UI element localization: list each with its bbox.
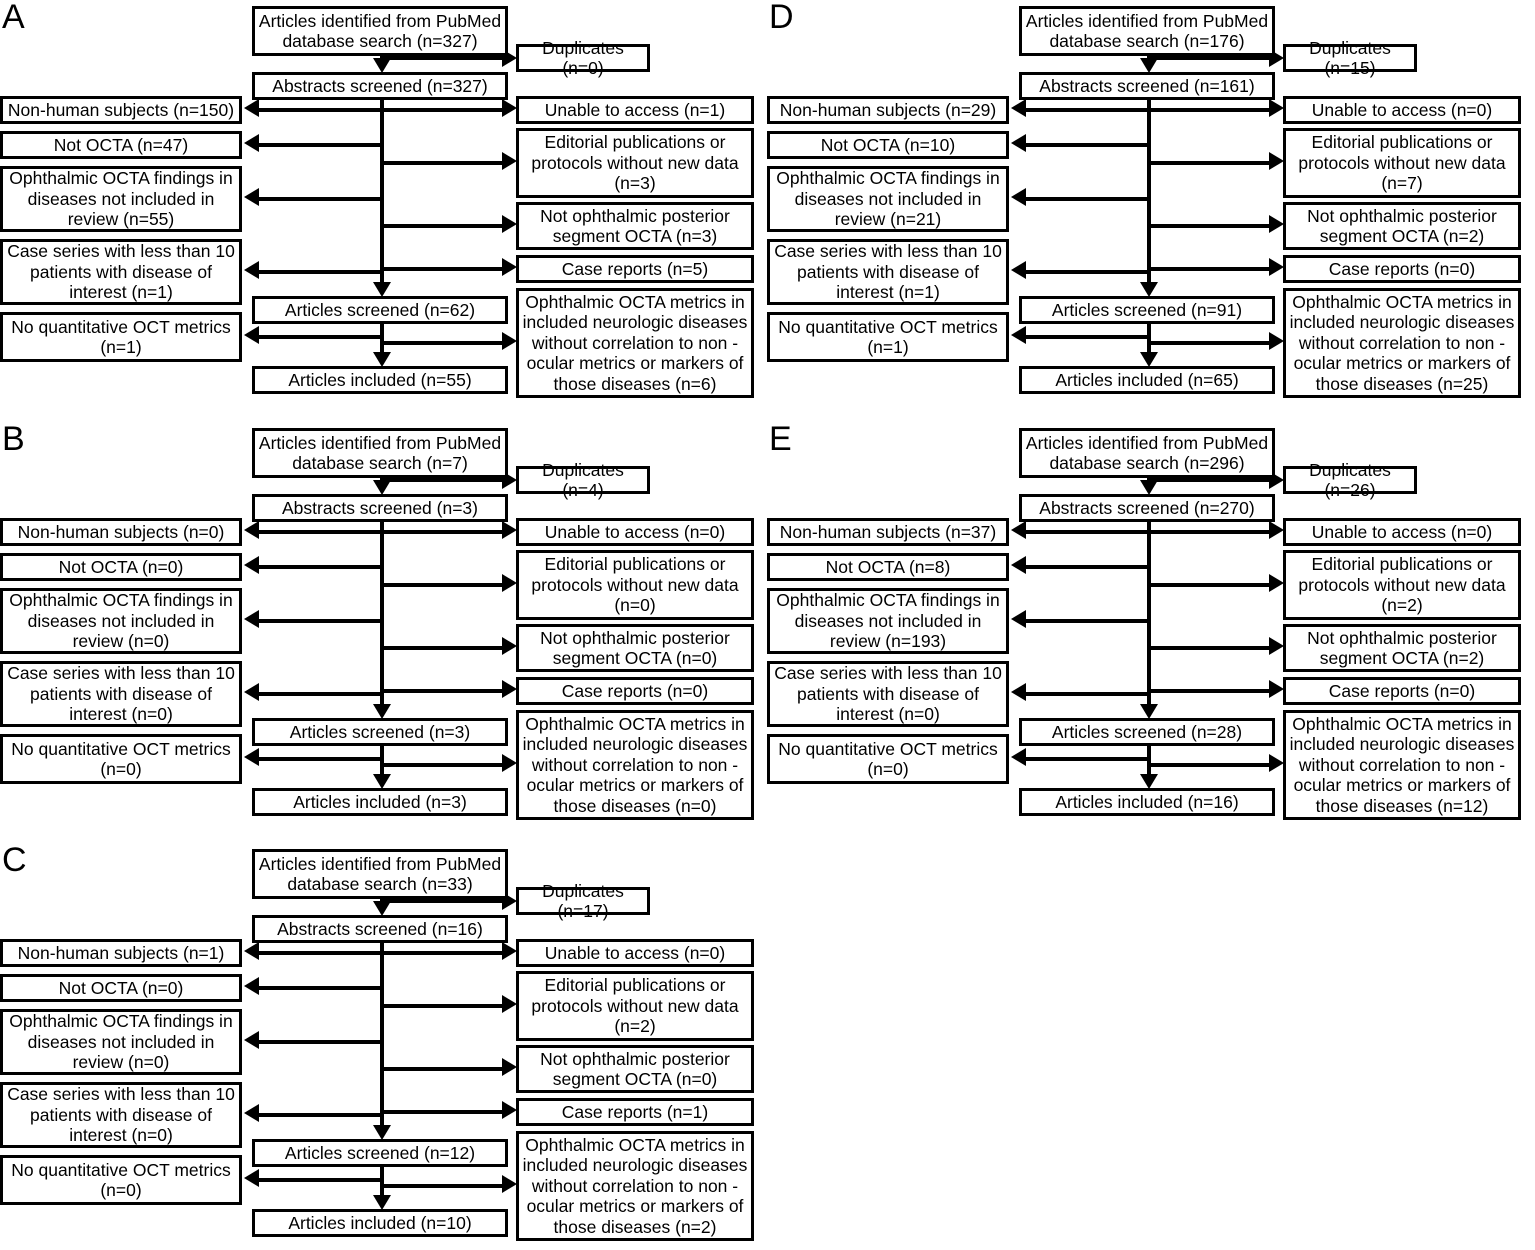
flow-box-not-octa [767,131,1009,159]
arrowhead-exclusion-right-0 [1269,521,1284,539]
flow-box-non-human [0,96,242,124]
flow-box-label: Ophthalmic OCTA findings in diseases not included in review (n=55) [9,168,233,230]
flow-box-label: Not ophthalmic posterior segment OCTA (n=0) [540,627,730,668]
connector-exclusion-left-4 [258,757,380,761]
connector-exclusion-left-2 [1025,619,1147,623]
arrowhead-exclusion-left-3 [1011,261,1026,279]
flow-box-octa-findings [0,588,242,654]
flow-box-case-reports [516,255,754,283]
flow-box-included [252,1209,508,1237]
connector-exclusion-right-0 [380,530,504,534]
connector-identified-to-duplicates [380,899,504,903]
flow-box-label: Not ophthalmic posterior segment OCTA (n=0) [540,1048,730,1089]
connector-exclusion-right-4 [380,341,504,345]
flow-box-label: Ophthalmic OCTA metrics in included neurologic diseases without correlation to non -ocular metrics or markers of those diseases (n=12) [1289,713,1515,816]
flow-box-unable [516,518,754,546]
connector-exclusion-right-2 [1147,646,1271,650]
flow-box-included [1019,788,1275,816]
connector-exclusion-left-0 [258,530,380,534]
connector-exclusion-right-3 [380,267,504,271]
connector-main-spine [1147,522,1151,708]
arrowhead-exclusion-right-1 [502,574,517,592]
flow-box-no-quant [767,312,1009,362]
connector-exclusion-left-0 [1025,530,1147,534]
flow-box-no-correlation [516,1131,754,1241]
connector-exclusion-right-1 [1147,583,1271,587]
arrowhead-exclusion-right-1 [502,152,517,170]
flow-box-screened [1019,718,1275,746]
connector-exclusion-right-3 [1147,267,1271,271]
flow-box-label: Unable to access (n=0) [1311,99,1493,120]
flow-box-label: Case series with less than 10 patients with disease of interest (n=0) [774,663,1002,725]
arrowhead-exclusion-left-1 [244,556,259,574]
flow-box-octa-findings [767,588,1009,654]
flow-box-label: Abstracts screened (n=270) [1039,497,1255,518]
connector-exclusion-left-1 [1025,143,1147,147]
arrowhead-exclusion-right-1 [1269,574,1284,592]
arrowhead-exclusion-left-4 [244,326,259,344]
connector-exclusion-left-3 [1025,270,1147,274]
flow-box-unable [516,96,754,124]
connector-exclusion-right-2 [380,224,504,228]
connector-exclusion-right-1 [1147,161,1271,165]
flow-box-identified [1019,428,1275,478]
flow-box-label: Case reports (n=5) [561,258,709,279]
arrowhead-exclusion-left-0 [1011,521,1026,539]
flow-box-not-posterior [1283,624,1521,672]
connector-exclusion-left-0 [1025,108,1147,112]
flow-box-label: No quantitative OCT metrics (n=0) [11,738,231,779]
flow-box-label: Articles included (n=65) [1055,369,1239,390]
flow-box-label: Unable to access (n=0) [544,942,726,963]
flow-box-label: Ophthalmic OCTA metrics in included neurologic diseases without correlation to non -ocular metrics or markers of those diseases (n=25) [1289,291,1515,394]
arrowhead-exclusion-right-4 [502,332,517,350]
arrowhead-exclusion-left-3 [244,261,259,279]
arrowhead-exclusion-left-2 [244,188,259,206]
flow-box-label: Editorial publications or protocols without new data (n=3) [531,132,739,194]
arrowhead-exclusion-left-4 [244,1169,259,1187]
flow-box-label: Not OCTA (n=8) [825,556,951,577]
flow-box-non-human [767,96,1009,124]
arrowhead-abstracts [373,480,391,495]
flow-box-no-correlation [1283,288,1521,398]
flow-box-label: Articles identified from PubMed database search (n=327) [258,10,502,51]
connector-exclusion-right-4 [1147,763,1271,767]
flow-box-editorial [516,971,754,1041]
connector-exclusion-left-1 [258,565,380,569]
arrowhead-exclusion-right-2 [502,215,517,233]
arrowhead-exclusion-right-0 [502,99,517,117]
flow-box-screened [252,296,508,324]
flow-box-label: Articles included (n=3) [293,791,467,812]
flow-box-unable [1283,518,1521,546]
arrowhead-exclusion-right-2 [502,1058,517,1076]
connector-identified-to-duplicates [1147,478,1271,482]
flow-box-label: Articles identified from PubMed database search (n=296) [1025,432,1269,473]
arrowhead-exclusion-right-3 [502,1101,517,1119]
flow-box-label: Not ophthalmic posterior segment OCTA (n=3) [540,205,730,246]
arrowhead-exclusion-right-2 [1269,215,1284,233]
flow-box-not-posterior [1283,202,1521,250]
flow-box-label: Abstracts screened (n=16) [277,918,483,939]
flow-box-label: Editorial publications or protocols without new data (n=0) [531,554,739,616]
flow-box-label: Articles identified from PubMed database search (n=33) [258,853,502,894]
flow-box-label: Editorial publications or protocols without new data (n=2) [1298,554,1506,616]
connector-exclusion-left-3 [1025,692,1147,696]
arrowhead-screened [1140,282,1158,297]
flow-box-not-octa [0,974,242,1002]
connector-exclusion-left-1 [258,986,380,990]
flow-box-label: No quantitative OCT metrics (n=0) [778,738,998,779]
flow-box-not-octa [0,553,242,581]
flow-box-not-octa [767,553,1009,581]
flow-box-not-posterior [516,202,754,250]
connector-exclusion-left-2 [258,619,380,623]
flow-box-editorial [516,128,754,198]
flow-box-not-octa [0,131,242,159]
flow-box-duplicates [516,37,650,78]
arrowhead-exclusion-right-0 [502,942,517,960]
connector-identified-to-duplicates [380,478,504,482]
flow-box-label: Not OCTA (n=0) [58,977,184,998]
flow-box-label: Case series with less than 10 patients with disease of interest (n=0) [7,663,235,725]
flow-box-label: Non-human subjects (n=29) [779,99,997,120]
flow-box-non-human [0,518,242,546]
flow-box-label: Case reports (n=0) [1328,680,1476,701]
flow-box-label: Non-human subjects (n=37) [779,521,997,542]
arrowhead-exclusion-left-1 [244,977,259,995]
flow-box-screened [252,1139,508,1167]
flow-box-included [252,788,508,816]
connector-main-spine [1147,100,1151,286]
flow-box-label: Case reports (n=0) [1328,258,1476,279]
flow-box-label: Ophthalmic OCTA findings in diseases not included in review (n=21) [776,168,1000,230]
arrowhead-exclusion-right-3 [502,258,517,276]
flow-box-octa-findings [0,166,242,232]
flow-box-case-reports [516,677,754,705]
connector-identified-to-duplicates [380,56,504,60]
arrowhead-exclusion-left-3 [1011,683,1026,701]
flow-box-abstracts [1019,494,1275,522]
connector-exclusion-left-0 [258,108,380,112]
connector-identified-to-duplicates [1147,56,1271,60]
arrowhead-exclusion-right-0 [502,521,517,539]
flow-box-screened [252,718,508,746]
arrowhead-abstracts [373,901,391,916]
panel-letter: B [2,420,25,458]
flow-box-label: Ophthalmic OCTA metrics in included neurologic diseases without correlation to non -ocular metrics or markers of those diseases (n=0) [522,713,748,816]
flow-box-label: Articles included (n=16) [1055,791,1239,812]
arrowhead-exclusion-right-0 [1269,99,1284,117]
flow-box-label: No quantitative OCT metrics (n=1) [11,316,231,357]
connector-exclusion-right-1 [380,1004,504,1008]
connector-exclusion-left-0 [258,951,380,955]
flow-box-label: Not OCTA (n=47) [53,134,189,155]
flow-box-duplicates [516,459,650,500]
connector-exclusion-left-4 [258,1178,380,1182]
flow-box-label: No quantitative OCT metrics (n=0) [11,1159,231,1200]
flow-box-label: Case series with less than 10 patients with disease of interest (n=0) [7,1084,235,1146]
flow-box-identified [1019,6,1275,56]
arrowhead-exclusion-right-3 [1269,258,1284,276]
flow-box-label: Unable to access (n=0) [544,521,726,542]
flow-box-label: Editorial publications or protocols without new data (n=7) [1298,132,1506,194]
flow-box-editorial [1283,128,1521,198]
connector-main-spine [380,100,384,286]
flow-box-label: Duplicates (n=17) [542,880,624,921]
arrowhead-exclusion-right-2 [502,637,517,655]
flow-box-label: Articles included (n=10) [288,1212,472,1233]
connector-exclusion-right-1 [380,583,504,587]
flow-box-label: Abstracts screened (n=3) [282,497,478,518]
flow-box-duplicates [1283,37,1417,78]
flow-box-label: Case series with less than 10 patients with disease of interest (n=1) [7,241,235,303]
connector-exclusion-left-4 [1025,335,1147,339]
flow-box-no-quant [0,312,242,362]
panel-letter: C [2,841,27,879]
flow-box-non-human [0,939,242,967]
flow-box-no-quant [0,734,242,784]
flow-box-label: Case reports (n=0) [561,680,709,701]
flow-box-label: Not ophthalmic posterior segment OCTA (n=2) [1307,205,1497,246]
flow-box-label: Not OCTA (n=10) [820,134,956,155]
flow-box-identified [252,6,508,56]
flow-box-editorial [516,550,754,620]
flow-box-octa-findings [767,166,1009,232]
connector-exclusion-right-0 [380,108,504,112]
flow-box-case-series [767,661,1009,727]
flow-box-label: Not ophthalmic posterior segment OCTA (n=2) [1307,627,1497,668]
arrowhead-abstracts [1140,58,1158,73]
arrowhead-exclusion-right-1 [502,995,517,1013]
arrowhead-exclusion-left-3 [244,1104,259,1122]
arrowhead-exclusion-right-4 [1269,754,1284,772]
flow-box-label: Editorial publications or protocols without new data (n=2) [531,975,739,1037]
arrowhead-included [1140,774,1158,789]
arrowhead-exclusion-left-1 [1011,556,1026,574]
flow-box-case-series [0,661,242,727]
arrowhead-exclusion-left-1 [244,134,259,152]
flow-box-label: Case series with less than 10 patients with disease of interest (n=1) [774,241,1002,303]
connector-exclusion-left-3 [258,1113,380,1117]
flow-box-label: Ophthalmic OCTA metrics in included neurologic diseases without correlation to non -ocular metrics or markers of those diseases (n=6) [522,291,748,394]
flow-box-unable [1283,96,1521,124]
connector-exclusion-right-0 [380,951,504,955]
flow-box-unable [516,939,754,967]
arrowhead-screened [373,282,391,297]
flow-box-identified [252,428,508,478]
connector-exclusion-left-3 [258,270,380,274]
flow-box-label: Articles screened (n=62) [284,299,476,320]
connector-exclusion-left-2 [258,1040,380,1044]
arrowhead-exclusion-left-0 [1011,99,1026,117]
flow-box-no-correlation [1283,710,1521,820]
flow-box-no-correlation [516,710,754,820]
flow-box-label: Articles screened (n=12) [284,1142,476,1163]
flow-box-label: Ophthalmic OCTA metrics in included neurologic diseases without correlation to non -ocular metrics or markers of those diseases (n=2) [522,1134,748,1237]
connector-exclusion-left-4 [258,335,380,339]
flow-box-duplicates [1283,459,1417,500]
flow-box-label: Non-human subjects (n=0) [17,521,225,542]
arrowhead-exclusion-left-1 [1011,134,1026,152]
arrowhead-included [1140,352,1158,367]
connector-exclusion-left-1 [1025,565,1147,569]
flow-box-label: Articles screened (n=3) [289,721,471,742]
arrowhead-exclusion-left-0 [244,521,259,539]
flow-box-label: Non-human subjects (n=1) [17,942,225,963]
connector-exclusion-right-4 [380,763,504,767]
flow-box-label: Articles screened (n=91) [1051,299,1243,320]
panel-e [767,422,1535,822]
panel-a [0,0,768,400]
flow-box-abstracts [1019,72,1275,100]
panel-letter: A [2,0,25,36]
flow-box-no-correlation [516,288,754,398]
arrowhead-exclusion-left-0 [244,942,259,960]
arrowhead-exclusion-left-2 [244,610,259,628]
flow-box-label: Non-human subjects (n=150) [7,99,235,120]
connector-exclusion-right-0 [1147,108,1271,112]
flow-box-label: Ophthalmic OCTA findings in diseases not included in review (n=0) [9,1011,233,1073]
connector-main-spine [380,943,384,1129]
flow-box-included [1019,366,1275,394]
arrowhead-exclusion-left-2 [1011,188,1026,206]
flow-box-case-reports [1283,255,1521,283]
connector-exclusion-right-4 [1147,341,1271,345]
panel-letter: E [769,420,792,458]
flow-box-label: Articles identified from PubMed database search (n=7) [258,432,502,473]
flow-box-label: Duplicates (n=4) [542,459,624,500]
arrowhead-abstracts [373,58,391,73]
arrowhead-exclusion-left-4 [244,748,259,766]
flow-box-abstracts [252,494,508,522]
flow-box-label: Duplicates (n=26) [1309,459,1391,500]
flow-box-identified [252,849,508,899]
flow-box-case-reports [1283,677,1521,705]
flow-box-duplicates [516,880,650,921]
panel-b [0,422,768,822]
flow-box-label: Not OCTA (n=0) [58,556,184,577]
flow-box-label: Abstracts screened (n=161) [1039,75,1255,96]
connector-exclusion-left-1 [258,143,380,147]
connector-exclusion-right-3 [380,689,504,693]
flow-box-not-posterior [516,1045,754,1093]
arrowhead-included [373,774,391,789]
arrowhead-exclusion-left-3 [244,683,259,701]
connector-exclusion-right-2 [380,646,504,650]
connector-exclusion-right-2 [1147,224,1271,228]
flow-box-non-human [767,518,1009,546]
connector-exclusion-left-2 [1025,197,1147,201]
arrowhead-screened [373,704,391,719]
arrowhead-exclusion-left-2 [244,1031,259,1049]
arrowhead-exclusion-right-1 [1269,152,1284,170]
arrowhead-exclusion-right-3 [1269,680,1284,698]
flow-box-no-quant [0,1155,242,1205]
connector-main-spine [380,522,384,708]
flow-box-included [252,366,508,394]
flow-box-screened [1019,296,1275,324]
flow-box-label: Case reports (n=1) [561,1101,709,1122]
flow-box-abstracts [252,72,508,100]
flow-box-label: Ophthalmic OCTA findings in diseases not included in review (n=0) [9,590,233,652]
arrowhead-exclusion-left-2 [1011,610,1026,628]
connector-exclusion-left-3 [258,692,380,696]
arrowhead-exclusion-right-4 [502,754,517,772]
panel-d [767,0,1535,400]
arrowhead-included [373,1195,391,1210]
flow-box-label: Duplicates (n=0) [542,37,624,78]
arrowhead-abstracts [1140,480,1158,495]
arrowhead-exclusion-left-0 [244,99,259,117]
arrowhead-screened [373,1125,391,1140]
flow-box-not-posterior [516,624,754,672]
flow-box-label: Articles identified from PubMed database search (n=176) [1025,10,1269,51]
arrowhead-screened [1140,704,1158,719]
flow-box-label: Duplicates (n=15) [1309,37,1391,78]
connector-exclusion-right-1 [380,161,504,165]
arrowhead-included [373,352,391,367]
panel-letter: D [769,0,794,36]
panel-c [0,843,768,1243]
connector-exclusion-left-2 [258,197,380,201]
connector-exclusion-left-4 [1025,757,1147,761]
flow-box-octa-findings [0,1009,242,1075]
connector-exclusion-right-4 [380,1184,504,1188]
flow-box-label: Articles included (n=55) [288,369,472,390]
flow-box-case-series [0,239,242,305]
flow-box-case-series [0,1082,242,1148]
arrowhead-exclusion-left-4 [1011,326,1026,344]
flow-box-case-series [767,239,1009,305]
flow-box-label: Ophthalmic OCTA findings in diseases not included in review (n=193) [776,590,1000,652]
connector-exclusion-right-2 [380,1067,504,1071]
flow-box-label: Articles screened (n=28) [1051,721,1243,742]
connector-exclusion-right-3 [380,1110,504,1114]
arrowhead-exclusion-right-4 [502,1175,517,1193]
flow-box-abstracts [252,915,508,943]
flow-box-label: Abstracts screened (n=327) [272,75,488,96]
flow-box-no-quant [767,734,1009,784]
connector-exclusion-right-0 [1147,530,1271,534]
flow-box-label: Unable to access (n=0) [1311,521,1493,542]
connector-exclusion-right-3 [1147,689,1271,693]
arrowhead-exclusion-right-2 [1269,637,1284,655]
flow-box-label: Unable to access (n=1) [544,99,726,120]
flow-box-editorial [1283,550,1521,620]
flow-box-case-reports [516,1098,754,1126]
flow-box-label: No quantitative OCT metrics (n=1) [778,316,998,357]
arrowhead-exclusion-right-3 [502,680,517,698]
arrowhead-exclusion-right-4 [1269,332,1284,350]
arrowhead-exclusion-left-4 [1011,748,1026,766]
